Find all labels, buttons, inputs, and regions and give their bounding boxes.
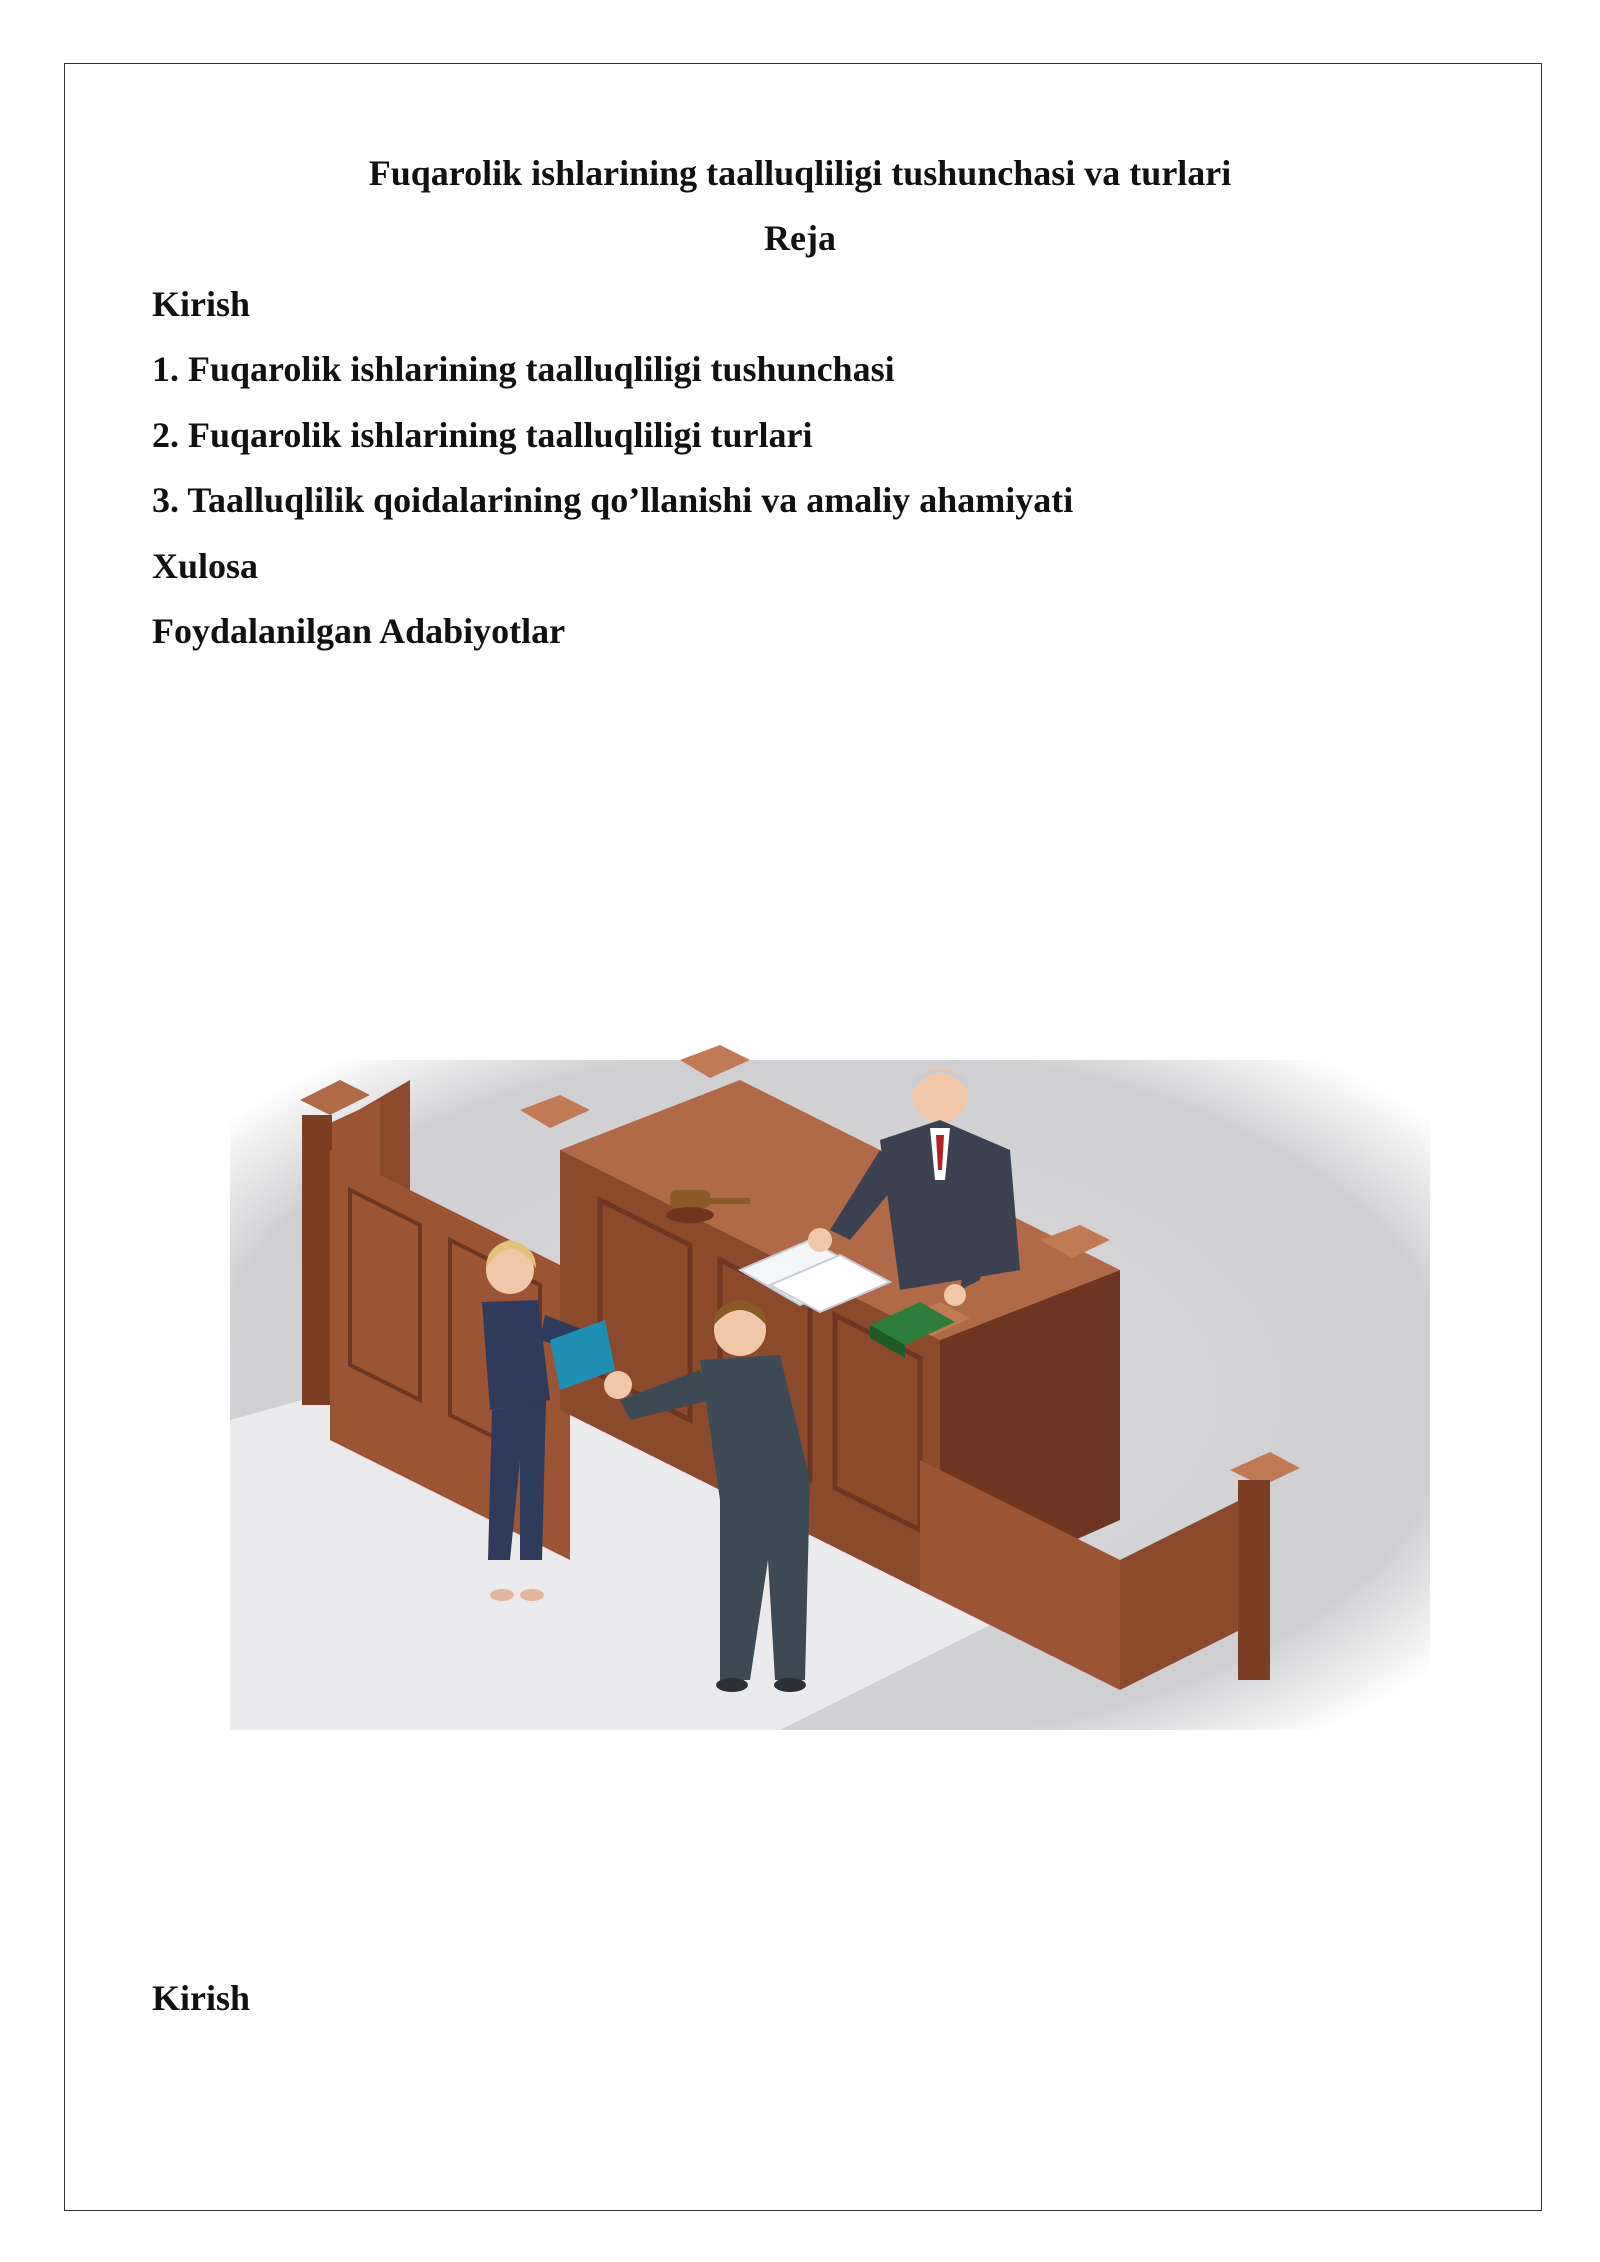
plan-heading: Reja	[764, 218, 836, 258]
outline-item: Xulosa	[152, 545, 259, 586]
document-title: Fuqarolik ishlarining taalluqliligi tushunchasi va turlari	[368, 153, 1232, 193]
courtroom-illustration-svg	[220, 1040, 1440, 1740]
outline-item: 1. Fuqarolik ishlarining taalluqliligi tushunchasi	[152, 349, 895, 390]
outline-list	[152, 282, 1073, 674]
outline-item: Foydalanilgan Adabiyotlar	[152, 610, 566, 651]
outline-item: Kirish	[152, 284, 251, 324]
courtroom-illustration	[220, 1040, 1440, 1740]
outline-item: 3. Taalluqlilik qoidalarining qo’llanishi va amaliy ahamiyati	[152, 480, 1074, 521]
outline-item: 2. Fuqarolik ishlarining taalluqliligi turlari	[152, 414, 813, 455]
section-heading: Kirish	[152, 1978, 251, 2018]
